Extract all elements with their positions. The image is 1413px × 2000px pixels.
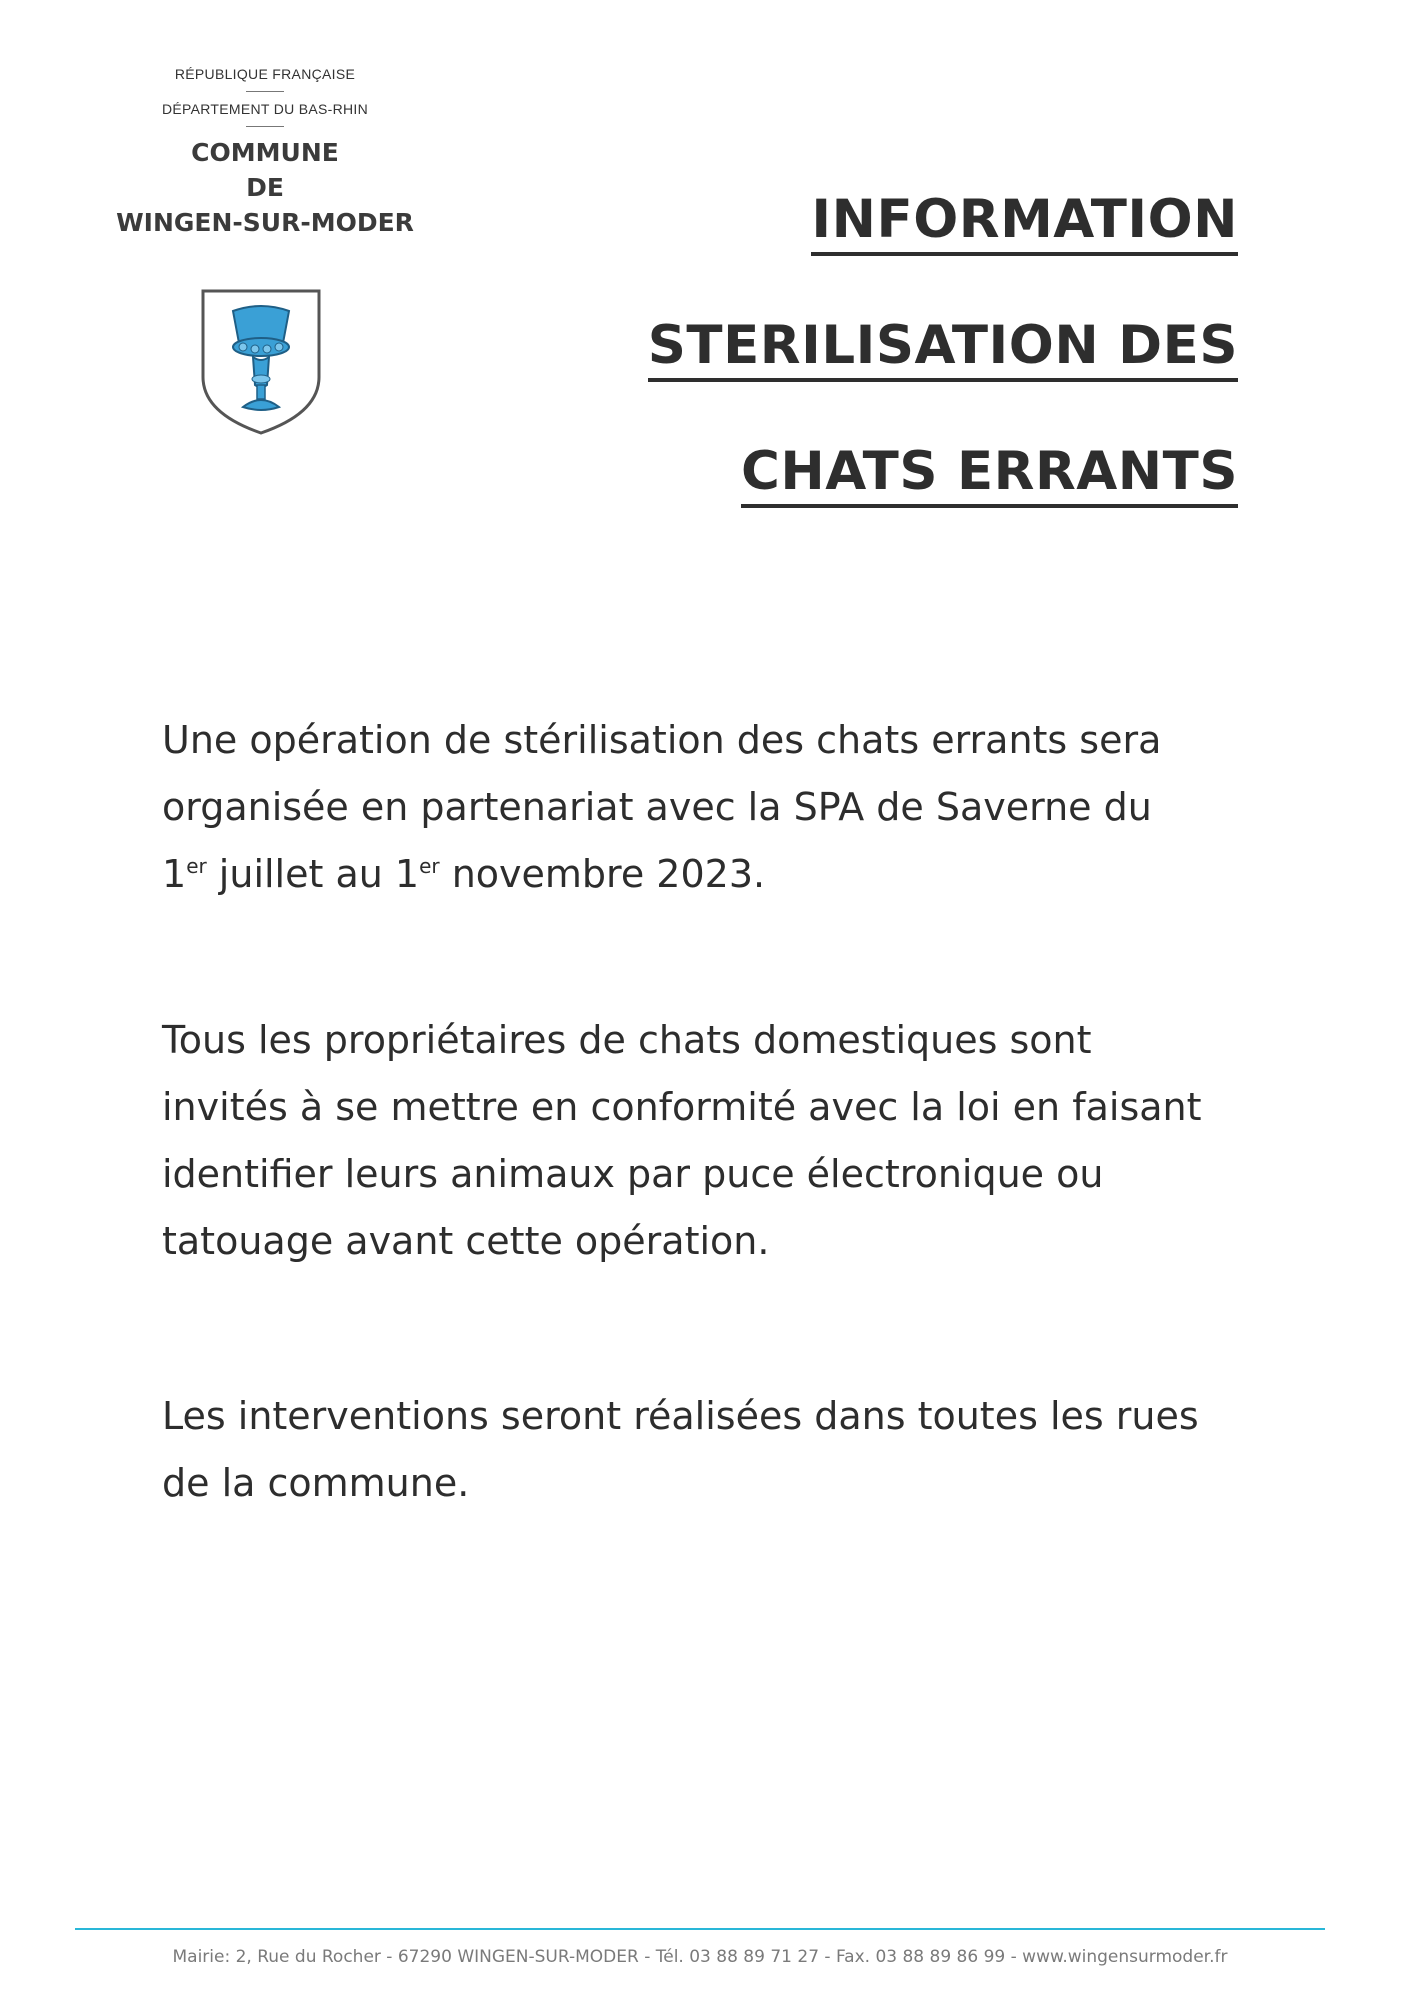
paragraph-line: tatouage avant cette opération. xyxy=(162,1219,770,1263)
letterhead xyxy=(100,62,430,239)
ordinal-suffix: er xyxy=(419,854,440,878)
title-line-2: STERILISATION DES xyxy=(648,314,1238,382)
date-text: novembre 2023. xyxy=(439,852,766,896)
paragraph-line: Tous les propriétaires de chats domestiques sont xyxy=(162,1018,1092,1062)
paragraph-line: identifier leurs animaux par puce électronique ou xyxy=(162,1152,1104,1196)
commune-name-line: DE xyxy=(246,173,284,202)
paragraph-owners xyxy=(162,1007,1272,1275)
footer-divider xyxy=(75,1928,1325,1930)
commune-name-line: WINGEN-SUR-MODER xyxy=(116,208,414,237)
title-line-1: INFORMATION xyxy=(811,188,1238,256)
letterhead-divider xyxy=(246,126,284,127)
paragraph-interventions xyxy=(162,1383,1272,1517)
chalice-shield-crest-icon xyxy=(197,285,325,437)
ordinal-suffix: er xyxy=(186,854,207,878)
footer-contact: Mairie: 2, Rue du Rocher - 67290 WINGEN-SUR-MODER - Tél. 03 88 89 71 27 - Fax. 03 88 89 86 99 - www.wingensurmoder.fr xyxy=(172,1947,1228,1967)
notice-title xyxy=(648,188,1238,566)
republic-label: RÉPUBLIQUE FRANÇAISE xyxy=(174,66,356,82)
paragraph-line: invités à se mettre en conformité avec la loi en faisant xyxy=(162,1085,1202,1129)
title-line-3: CHATS ERRANTS xyxy=(741,440,1238,508)
commune-name-line: COMMUNE xyxy=(191,138,339,167)
paragraph-line: Les interventions seront réalisées dans toutes les rues xyxy=(162,1394,1199,1438)
paragraph-line-dates xyxy=(162,841,1272,908)
date-text: juillet au 1 xyxy=(206,852,420,896)
paragraph-line: organisée en partenariat avec la SPA de Saverne du xyxy=(162,785,1152,829)
paragraph-operation xyxy=(162,707,1272,908)
department-label: DÉPARTEMENT DU BAS-RHIN xyxy=(161,101,369,117)
paragraph-line: Une opération de stérilisation des chats errants sera xyxy=(162,718,1162,762)
date-start-number: 1 xyxy=(162,852,187,896)
paragraph-line: de la commune. xyxy=(162,1461,470,1505)
letterhead-divider xyxy=(246,91,284,92)
